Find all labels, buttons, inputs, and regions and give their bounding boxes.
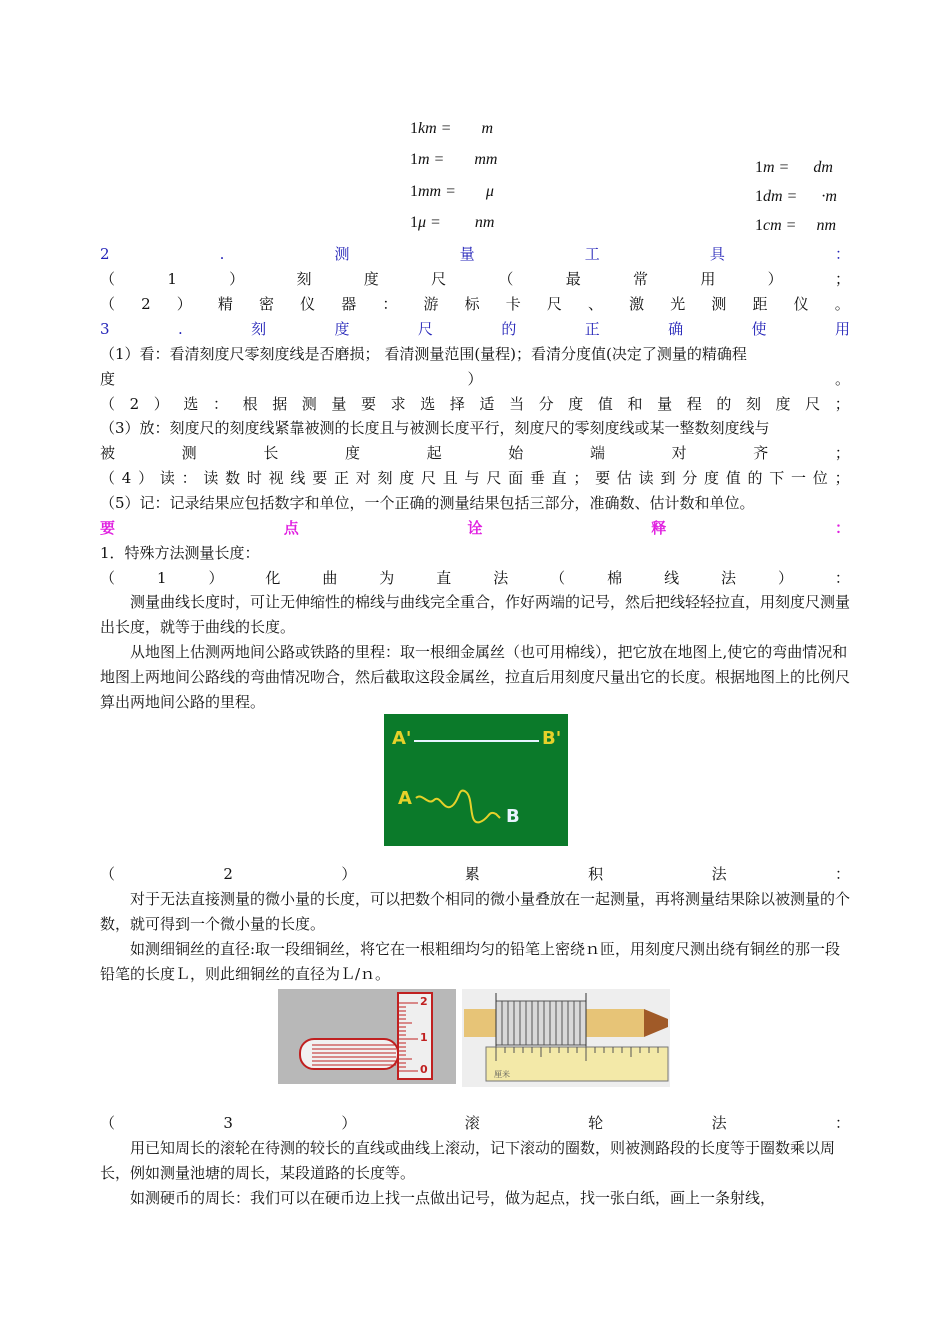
item-precision-instruments: （ 2 ） 精 密 仪 器 ： 游 标 卡 尺 、 激 光 测 距 仪 。	[100, 295, 850, 313]
label-b: B	[506, 806, 520, 827]
pencil-wire-figure	[462, 989, 670, 1087]
unit-m-dm: 1m = dm	[755, 159, 833, 176]
curve-to-straight-figure	[384, 714, 568, 846]
method3-paragraph-1: 用已知周长的滚轮在待测的较长的直线或曲线上滚动，记下滚动的圈数，则被测路段的长度等于圈数乘以周长，例如测量池塘的周长，某段道路的长度等。	[100, 1139, 836, 1182]
key-points-heading: 要 点 诠 释 ：	[100, 519, 850, 537]
method1-paragraph-2: 从地图上估测两地间公路或铁路的里程：取一根细金属丝（也可用棉线），把它放在地图上,使它的弯曲情况和地图上两地间公路线的弯曲情况吻合，然后截取这段金属丝，拉直后用刻度尺量出它的长度。根据地图上的比例尺算出两地间公路的里程。	[100, 643, 851, 711]
method-accumulation: （ 2 ） 累 积 法 ：	[100, 865, 850, 883]
step-place-cont: 被 测 长 度 起 始 端 对 齐 ；	[100, 444, 850, 462]
step-read: （ 4 ） 读 ： 读 数 时 视 线 要 正 对 刻 度 尺 且 与 尺 面 垂 直 ； 要 估 读 到 分 度 值 的 下 一 位 ；	[100, 469, 850, 487]
section-correct-use: 3 . 刻 度 尺 的 正 确 使 用	[100, 320, 850, 338]
ruler-tick-2: 2	[420, 995, 428, 1008]
section-measuring-tools: 2 . 测 量 工 具 ：	[100, 245, 850, 263]
unit-dm: 1dm = ·m	[755, 188, 837, 205]
unit-mm: 1mm = μ	[410, 183, 494, 200]
ruler-tick-0: 0	[420, 1063, 428, 1076]
method2-paragraph-1: 对于无法直接测量的微小量的长度，可以把数个相同的微小量叠放在一起测量，再将测量结果除以被测量的个数，就可得到一个微小量的长度。	[100, 890, 851, 933]
curve-figure-svg	[384, 714, 568, 846]
label-b-prime: B'	[542, 728, 562, 749]
method1-paragraph-1: 测量曲线长度时，可让无伸缩性的棉线与曲线完全重合，作好两端的记号，然后把线轻轻拉直，用刻度尺测量出长度，就等于曲线的长度。	[100, 593, 851, 636]
pencil-tip	[644, 1009, 668, 1037]
book-ruler-figure	[278, 989, 456, 1084]
ruler-tick-1: 1	[420, 1031, 428, 1044]
step-look: （1）看：看清刻度尺零刻度线是否磨损； 看清测量范围(量程)；看清分度值(决定了测量的精确程	[100, 345, 747, 363]
unit-m: 1m = mm	[410, 151, 498, 168]
unit-km: 1km = m	[410, 120, 494, 137]
special-methods-heading: 1．特殊方法测量长度：	[100, 544, 260, 562]
unit-cm: 1cm = nm	[755, 217, 837, 234]
step-choose: （ 2 ） 选 ： 根 据 测 量 要 求 选 择 适 当 分 度 值 和 量 程 的 刻 度 尺 ；	[100, 395, 850, 413]
step-record: （5）记：记录结果应包括数字和单位，一个正确的测量结果包括三部分，准确数、估计数和单位。	[100, 494, 755, 512]
method-curve-to-straight: （ 1 ） 化 曲 为 直 法 （ 棉 线 法 ） ：	[100, 569, 850, 587]
curve-line	[416, 791, 500, 823]
label-a-prime: A'	[392, 728, 412, 749]
item-ruler: （ 1 ） 刻 度 尺 （ 最 常 用 ） ；	[100, 270, 850, 288]
method3-paragraph-2: 如测硬币的周长：我们可以在硬币边上找一点做出记号，做为起点，找一张白纸，画上一条射线，	[130, 1189, 776, 1207]
label-a: A	[398, 788, 412, 809]
book-ruler-svg	[278, 989, 456, 1084]
unit-um: 1μ = nm	[410, 214, 495, 231]
method2-paragraph-2: 如测细铜丝的直径:取一段细铜丝，将它在一根粗细均匀的铅笔上密绕ｎ匝，用刻度尺测出绕有铜丝的那一段铅笔的长度Ｌ，则此细铜丝的直径为Ｌ/ｎ。	[100, 940, 841, 983]
method-rolling-wheel: （ 3 ） 滚 轮 法 ：	[100, 1114, 850, 1132]
step-place: （3）放：刻度尺的刻度线紧靠被测的长度且与被测长度平行，刻度尺的零刻度线或某一整数刻度线与	[100, 419, 770, 437]
ruler-unit-label: 厘米	[494, 1070, 510, 1079]
step-look-cont: 度 ） 。	[100, 370, 850, 388]
